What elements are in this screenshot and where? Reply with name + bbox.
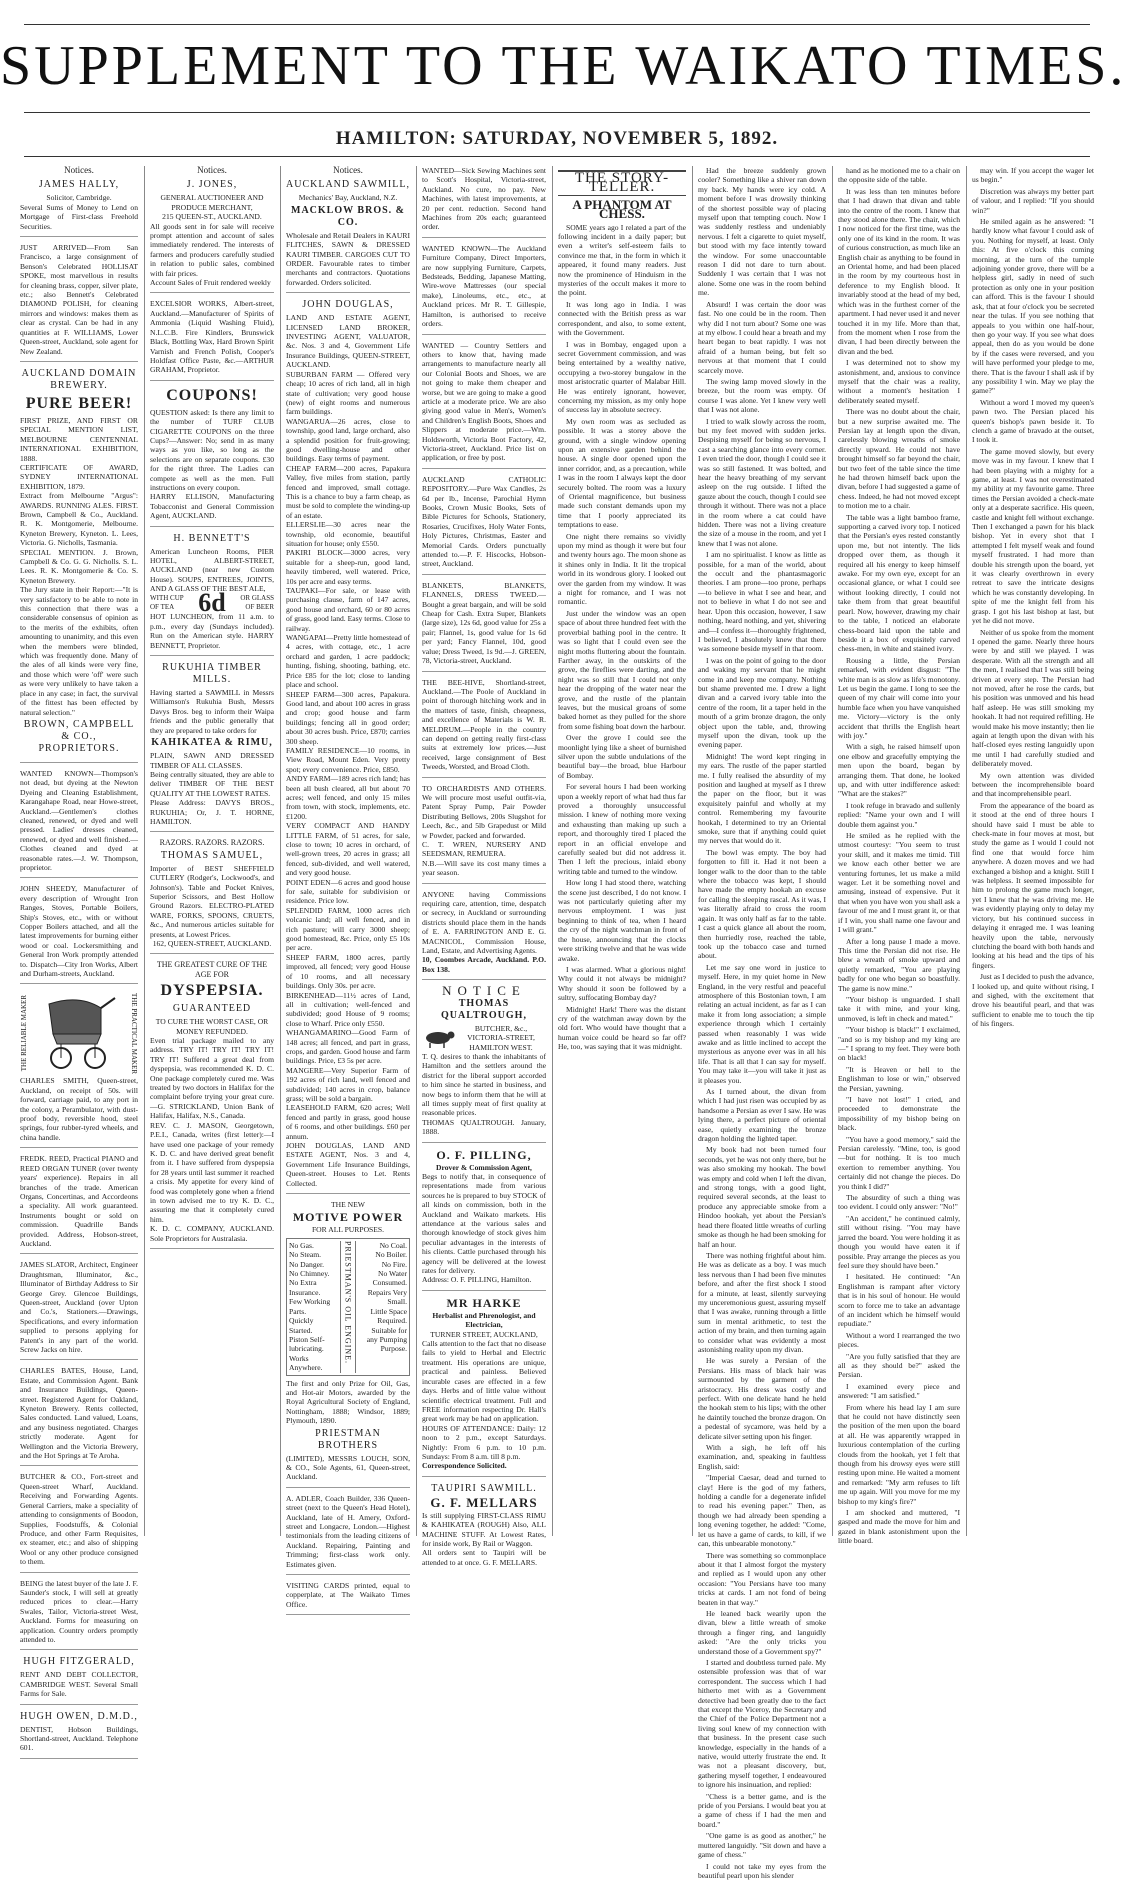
ad-text: Several Sums of Money to Lend on Mortgage of First-class Freehold Securities. xyxy=(20,203,138,231)
story-paragraph: I tried to walk slowly across the room, but my feet moved with sudden jerks. Despising myself for being so nervous, I cast a searching glance into every corner. I even tried the door, though I could see it was so still fastened. It was bolted, and hear the heavy breathing of my servant asleep on the rug outside. I lifted the gauze about the couch, though I could see through it without. There was not a place in the room where a cat could have hidden. There was not a living creature the size of a mouse in the room, and yet I knew that I was not alone. xyxy=(698,417,826,549)
story-paragraph: I was determined not to show my astonishment, and, anxious to convince myself that the chair was a reality, without a moment's hesitation I deliberately seated myself. xyxy=(838,358,960,405)
top-rule xyxy=(24,24,1090,25)
ad-addr: 10, Coombes Arcade, Auckland. P.O. Box 138. xyxy=(422,955,546,974)
motive-box xyxy=(286,1238,410,1376)
column-7 xyxy=(838,166,960,1536)
story-paragraph: With a sigh, he raised himself upon one elbow and gracefully emptying the men upon the board, began by arranging them. That done, he looked up, and with utter indifference asked: "What are the stakes?" xyxy=(838,742,960,798)
ad-hours: HOURS OF ATTENDANCE: Daily: 12 noon to 2 p.m., except Saturdays. Nightly: From 6 p.m. to 10 p.m. Sundays: From 8 a.m. till 8 p.m. xyxy=(422,1424,546,1462)
ad-sub: GENERAL AUCTIONEER AND PRODUCE MERCHANT, xyxy=(150,193,274,212)
story-paragraph: Neither of us spoke from the moment I opened the game. Nearly three hours were by and still we played. I was desperate. With all the strength and all the men, I realised that I was still being driven at every step. The Persian had not moved, after he rose the cards, but his position was unmoved and his head half asleep. He was still smoking my hookah. It had not required refilling. He would make his move instantly; then lie again at length upon the divan with his half-closed eyes resting languidly upon me until I had carefully studied and deliberately moved. xyxy=(972,628,1094,769)
property-listing: LEASEHOLD FARM, 620 acres; Well fenced and partly in grass, good house of 6 rooms, and other buildings. £60 per annum. xyxy=(286,1103,410,1141)
ad-head: THE NEW xyxy=(286,1200,410,1209)
story-paragraph: There was something so commonplace about it that I almost forgot the mystery and replied as I would upon any other occasion: "You Persians have too many tricks at cards. I am not fond of being beaten in that way." xyxy=(698,1551,826,1607)
feature-item: No Water Consumed. xyxy=(361,1269,407,1288)
ad-sub: Drover & Commission Agent, xyxy=(422,1163,546,1172)
dateline: HAMILTON: SATURDAY, NOVEMBER 5, 1892. xyxy=(0,128,1114,150)
property-listing: WANGAPAI—Pretty little homestead of 4 acres, with cottage, etc., 1 acre orchard and garden, 1 acre paddock; hunting, fishing, shooting, bathing, etc. Price £85 for the lot; close to landing place and school. xyxy=(286,633,410,689)
ad-text: A. ADLER, Coach Builder, 336 Queen-street (next to the Queen's Head Hotel), Auckland, late of H. Amery, Oxford-street and Longacre, London.—Highest testimonials from the leading citizens of Auckland. Repairing, Painting and Trimming; first-class work only. Estimates given. xyxy=(286,1494,410,1569)
ad-text: American Luncheon Rooms, PIER HOTEL, ALBERT-STREET, AUCKLAND (near new Custom House). SOUPS, ENTREES, JOINTS, AND A GLASS OF THE BEST ALE, xyxy=(150,547,274,594)
property-listing: SPLENDID FARM, 1000 acres rich volcanic land; all well fenced, and in rich pasture; will carry 3000 sheep; good homestead, &c. Price, only £5 10s per acre. xyxy=(286,906,410,953)
ad-text: PLAIN, SAWN AND DRESSED TIMBER OF ALL CLASSES. xyxy=(150,751,274,770)
property-listing: SUBURBAN FARM — Offered very cheap; 10 acres of rich land, all in high state of cultivation; very good house (new) of eight rooms and numerous farm buildings. xyxy=(286,370,410,417)
ad-head: THE GREATEST CURE OF THE AGE FOR xyxy=(150,960,274,979)
ad-text: Begs to notify that, in consequence of representations made from various sources he is prepared to buy STOCK of all kinds on commission, both in the Auckland and Waikato markets. His attendance at the various sales and thorough knowledge of stock gives him peculiar advantages in the interests of his clients. Cattle purchased through his agency will be delivered at the lowest rates for delivery. xyxy=(422,1172,546,1275)
ad-sig: All orders sent to Taupiri will be attended to at once. G. F. MELLARS. xyxy=(422,1548,546,1567)
ad-sub: BUTCHER, &c., VICTORIA-STREET, HAMILTON WEST. xyxy=(456,1024,546,1052)
story-paragraph: After a long pause I made a move. This time the Persian did not rise. He blew a wreath of smoke upward and quietly remarked, "You are playing badly for one who began so boastfully. The game is now mine." xyxy=(838,937,960,993)
feature-item: No Gas. xyxy=(289,1241,335,1250)
perambulator-icon xyxy=(39,994,119,1072)
feature-item: Quickly Started. xyxy=(289,1316,335,1335)
story-paragraph: For several hours I had been working upon a weekly report of what had thus far proved a thoroughly unsuccessful mission. I knew of nothing more vexing and exhausting than making up such a report, and thoroughly tired I placed the report in an official envelope and carefully sealed but did not address it. Then I left the precious, inlaid ebony writing table and turned to the window. xyxy=(558,782,686,876)
story-paragraph: I am no spiritualist. I know as little as possible, for a man of the world, about the occult and the phantasmagoric theories. I am prone—too prone, perhaps—to believe in what I see and hear, and not to believe in what I do not see and hear. Upon this occasion, however, I saw nothing, heard nothing, and yet, shivering and—I confess it—thoroughly frightened, I believed, I absolutely knew that there was someone beside myself in that room. xyxy=(698,550,826,653)
ad-text: AUCKLAND CATHOLIC REPOSITORY.—Pure Wax Candles, 2s 6d per lb., Incense, Parochial Hymn Books, Crown Music Books, Sets of Bible Pictures for Schools, Stationery, Rosaries, Crucifixes, Holy Water Fonts, Holy Pictures, Christmas, Easter and Memorial Cards. Orders punctually attended to.—P. F. Hiscocks, Hobson-street, Auckland. xyxy=(422,475,546,569)
ad-text: Having started a SAWMILL in Messrs Williamson's Rukuhia Bush, Messrs Davys Bros. beg to inform their Waipa friends and the public generally that they are prepared to take orders for xyxy=(150,688,274,735)
ad-taupiri xyxy=(422,1483,546,1572)
price-right: OR GLASS OF BEER xyxy=(238,594,274,613)
ad-text: EXCELSIOR WORKS, Albert-street, Auckland.—Manufacturer of Spirits of Ammonia (Liquid Washing Fluid), N.L.C.B. Fire Kindlers, Brunswick Black, Bottling Wax, Hard Brown Spirit Varnish and French Polish, Cooper's Holdfast Office Paste, &c.—ARTHUR GRAHAM, Proprietor. xyxy=(150,299,274,374)
story-paragraph: It was less than ten minutes before that I had drawn that divan and table into the centre of the room. I knew that they stood alone there. The chair, which I now noticed for the first time, was the only one of its kind in the room. It was of curious construction, as much like an English chair as anything to be found in an Oriental home, and had been placed in the room by my courteous host in deference to my English blood. It invariably stood at the head of my bed, which was in the furthest corner of the apartment. I had never used it and never touched it in my life. More than that, from the moment when I rose from the divan, I had been directly between the divan and the bed. xyxy=(838,187,960,356)
price-left: WITH CUP OF TEA xyxy=(150,594,186,613)
ad-title: PURE BEER! xyxy=(20,395,138,413)
ad-sig: Address: O. F. PILLING, Hamilton. xyxy=(422,1275,546,1284)
story-paragraph: Midnight! The word kept ringing in my ears. The rustle of the paper startled me. I fully realised the absurdity of my position and laughed at myself as I threw the paper on the floor, but it was exquisitely painful and wholly at my control. Remembering my favourite hookah, I determined to try an Oriental smoke, sure that if anything could quiet my nerves that would do it. xyxy=(698,752,826,846)
ad-text: HOT LUNCHEON, from 11 a.m. to p.m., every day (Sundays included). Run on the American style. HARRY BENNETT, Proprietor. xyxy=(150,612,274,650)
ad-harke xyxy=(422,1297,546,1477)
story-paragraph: The game moved slowly, but every move was in my favour. I knew that I had been playing with a mighty for a game, at least. I was not overestimated my ability at my favourite game. Three times the Persian avoided a check-mate only at a desperate sacrifice. His queen, castle and knight fell without exchange. Then I exchanged a pawn for his black bishop. Yet in every shot that I attempted I felt myself weak and found myself frustrated. I had more than double his strength upon the board, yet it was clearly overthrown in every retreat to save the intricate designs which he was constantly developing. In spite of me the knight fell from his grasp. I got his last bishop at last, but yet he did not move. xyxy=(972,447,1094,626)
story-paragraph: I examined every piece and answered: "I am satisfied." xyxy=(838,1382,960,1401)
property-listing: CHEAP FARM—200 acres, Papakura Valley, five miles from station, partly fenced and improved, small cottage. This is a chance to buy a farm cheap, as must be sold to complete the winding-up of an estate. xyxy=(286,464,410,520)
story-paragraph: It was long ago in India. I was connected with the British press as war correspondent, and also, to some extent, with the Government. xyxy=(558,300,686,338)
property-listing: ELLERSLIE—30 acres near the township, old economie, beautiful situation for house; only £550. xyxy=(286,520,410,548)
story-text xyxy=(698,166,826,1880)
column-rule xyxy=(144,166,145,1536)
story-paragraph: hand as he motioned me to a chair on the opposite side of the table. xyxy=(838,166,960,185)
ad-sig: K. D. C. COMPANY, AUCKLAND. Sole Proprietors for Australasia. xyxy=(150,1224,274,1243)
ad-text: Being centrally situated, they are able to deliver TIMBER OF THE BEST QUALITY AT THE LOWEST RATES. xyxy=(150,770,274,798)
mast-rule xyxy=(24,112,1090,113)
story-paragraph: He smiled as he replied with the utmost courtesy: "You seem to trust your skill, and it makes me timid. Till we know each other better we are venturing fortunes, let us make a mild wager. Let it be something novel and amusing, instead of expensive. Put it that when you have won you shall ask a favour of me and I must grant it, or that if I win, you shall name one favour and I will grant." xyxy=(838,831,960,934)
price: 6d xyxy=(198,598,225,607)
feature-item: No Extra Insurance. xyxy=(289,1278,335,1297)
story-paragraph: Just as I decided to push the advance, I looked up, and quite without rising, I and sighed, with the excitement that drove his beautiful pearl, and that was sufficient to enable me to touch the tip of his fingers. xyxy=(972,972,1094,1028)
ad-coupons xyxy=(150,387,274,527)
story-text xyxy=(558,223,686,1052)
ad-name: TAUPIRI SAWMILL. xyxy=(422,1483,546,1495)
ad-brewery xyxy=(20,368,138,763)
ad-swales xyxy=(20,1579,138,1651)
story-paragraph: "It is Heaven or hell to the Englishman to lose or win," observed the Persian, yawning. xyxy=(838,1065,960,1093)
ad-blankets xyxy=(422,581,546,672)
column-rule xyxy=(692,166,693,1536)
ad-text: All goods sent in for sale will receive prompt attention and account of sales immediately rendered. The interests of farmers and producers carefully studied in relation to public sales, combined with fair prices. xyxy=(150,222,274,278)
ad-name: MR HARKE xyxy=(422,1297,546,1309)
story-paragraph: I started and doubtless turned pale. My ostensible profession was that of war correspondent. The success which I had hitherto met with as a Government detective had been greatly due to the fact that except the Viceroy, the Secretary and the Chief of the Police Department not a living soul knew of my connection with that business. In the present case such knowledge, especially in the hands of a native, would utterly frustrate the end. It was not a pleasant discovery, but, gathering myself together, I endeavoured to ignore his insinuation, and replied: xyxy=(698,1658,826,1790)
feature-item: No Coal. xyxy=(361,1241,407,1250)
ad-text: Is still supplying FIRST-CLASS RIMU & KAHIKATEA (ROUGH) Also, ALL MACHINE STUFF. At Lowest Rates, for inside work, By Rail or Waggon. xyxy=(422,1511,546,1549)
masthead-title: SUPPLEMENT TO THE WAIKATO TIMES. xyxy=(0,34,1114,98)
column-2 xyxy=(150,166,274,1536)
story-paragraph: Rousing a little, the Persian remarked, with evident disgust: "The white man is as slow as life's monotony. Let us begin the game. I long to see the queen of my chair will come into your humble face when you have vanquished me. Victory—victory is the only accident that thrills the English heart with joy." xyxy=(838,656,960,741)
ad-qualtrough xyxy=(422,986,546,1142)
story-paragraph: "You have a good memory," said the Persian carelessly. "Mine, too, is good—but for nothing. It is too much exertion to remember anything. You certainly did not change the pieces. Do you think I did?" xyxy=(838,1135,960,1191)
property-listing: TAUPAKI—For sale, or lease with purchasing clause, farm of 147 acres, good house and orchard, 60 or 80 acres of grass, good land. Easy terms. Close to railway. xyxy=(286,586,410,633)
ad-sig: THOMAS QUALTROUGH. January, 1888. xyxy=(422,1118,546,1137)
ad-text: WANTED KNOWN—The Auckland Furniture Company, Direct Importers, are now supplying Furniture, Carpets, Bedsteads, Bedding, Japanese Matting, Wire-wove Mattresses (our special make), Linoleums, etc., etc., at Auckland prices. Mr R. T. Gillespie, Hamilton, is authorised to receive orders. xyxy=(422,244,546,329)
ad-name: PRIESTMAN BROTHERS xyxy=(286,1428,410,1452)
ad-text: JUST ARRIVED—From San Francisco, a large consignment of Benson's Celebrated HOLLISAT SPOKE, most marvellous in results for cleaning brass, copper, silver plate, etc.; also Bennett's Celebrated DIAMOND POLISH, for cleaning mirrors and windows: makes them as clear as crystal. Can be had in any quantities at F. WILLIAMS, Lower Queen-street, Auckland, sole agent for New Zealand. xyxy=(20,243,138,356)
column-rule xyxy=(832,166,833,1536)
ad-kdc xyxy=(150,960,274,1249)
column-head: Notices. xyxy=(286,166,410,175)
ad-text: FREDK. REED, Practical PIANO and REED ORGAN TUNER (over twenty years' experience). Repairs in all branches of the trade. American Organs, Concertinas, and Accordeons a speciality. All work guaranteed. Instruments bought or sold on commission. Quadrille Bands provided. Address, Hobson-street, Auckland. xyxy=(20,1154,138,1248)
engine-label: PRIESTMAN'S OIL ENGINE. xyxy=(340,1241,355,1373)
ad-name: HUGH OWEN, D.M.D., xyxy=(20,1711,138,1723)
ad-sig: C. T. WREN, NURSERY AND SEEDSMAN, REMUERA. xyxy=(422,840,546,859)
ad-sawmill xyxy=(286,179,410,293)
story-paragraph: Discretion was always my better part of valour, and I replied: "If you should win?" xyxy=(972,187,1094,215)
story-paragraph: "Your bishop is unguarded. I shall take it with mine, and your king, unmoved, is left in check and mated." xyxy=(838,995,960,1023)
ad-name: THOMAS SAMUEL, xyxy=(150,850,274,862)
bullock-icon xyxy=(422,1027,456,1049)
ad-sub: Herbalist and Phrenologist, and Electrician, xyxy=(422,1311,546,1330)
feature-item: No Steam. xyxy=(289,1250,335,1259)
story-text xyxy=(972,166,1094,1029)
story-paragraph: I hesitated. He continued: "An Englishman is rampant after victory that is in his soul of honour. He would scorn to force me to take an advantage of an incident which he himself would repudiate." xyxy=(838,1272,960,1328)
feature-list-left xyxy=(289,1241,335,1373)
ad-bates xyxy=(20,1366,138,1466)
story-paragraph: Absurd! I was certain the door was fast. No one could be in the room. Then why did I not turn about? Some one was at my elbow. I could hear a breath and my heart began to beat rapidly. I was not afraid of a human being, but felt so nervous at that moment that I could scarcely move. xyxy=(698,300,826,375)
ad-sub: Mechanics' Bay, Auckland, N.Z. xyxy=(286,193,410,202)
ad-text: (LIMITED), MESSRS LOUCH, SON, & CO., Sole Agents, 61, Queen-street, Auckland. xyxy=(286,1454,410,1482)
column-head: Notices. xyxy=(20,166,138,175)
property-listing: SHEEP FARM—300 acres, Papakura. Good land, and about 100 acres in grass and crop; good house and farm buildings; fencing all in good order; about 30 acres bush. Price, £870; carries 300 sheep. xyxy=(286,690,410,746)
ad-sheedy xyxy=(20,884,138,984)
ad-name: JAMES HALLY, xyxy=(20,179,138,191)
story-paragraph: As I turned about, the divan from which I had just risen was occupied by as handsome a Persian as ever I saw. He was lying there, a perfect picture of oriental ease, quietly examining the bronze dragon holding the lighted taper. xyxy=(698,1087,826,1143)
column-6 xyxy=(698,166,826,1536)
story-paragraph: The absurdity of such a thing was too evident. I could only answer: "No!" xyxy=(838,1193,960,1212)
ad-name: HUGH FITZGERALD, xyxy=(20,1656,138,1668)
property-listing: SHEEP FARM, 1800 acres, partly improved, all fenced; very good House of 10 rooms, and all necessary buildings. Only 30s. per acre. xyxy=(286,953,410,991)
ad-hally xyxy=(20,179,138,237)
ad-boots xyxy=(422,341,546,469)
ad-text: BLANKETS, BLANKETS, FLANNELS, DRESS TWEED.—Bought a great bargain, and will be sold Cheap for Cash. Extra Super, Blankets (large size), 12s 6d, good value for 25s a pair; Flannel, 1s, good value for 1s 6d per yard; Fancy Flannel, 10d, good value; Dress Tweed, 1s 9d.—J. GREEN, 78, Victoria-street, Auckland. xyxy=(422,581,546,666)
story-paragraph: There was no doubt about the chair, but a new surprise awaited me. The Persian lay at length upon the divan, carelessly blowing wreaths of smoke directly upward. He could not have brought himself so far beyond the chair, but two feet of the table since the time he had thrown himself back upon the divan, before I had suggested a game of chess. Indeed, he had not moved except to motion me to a chair. xyxy=(838,407,960,510)
dateline-rule xyxy=(24,156,1090,157)
property-listing: WANGARUA—26 acres, close to township, good land, large orchard, also a splendid position for fruit-growing; good dwelling-house and other buildings. Easy terms of payment. xyxy=(286,417,410,464)
story-paragraph: may win. If you accept the wager let us begin." xyxy=(972,166,1094,185)
column-4 xyxy=(422,166,546,1536)
ad-text: QUESTION asked: Is there any limit to the number of TURF CLUB CIGARETTE COUPONS on the three Cups?—Answer: No; send in as many ways as you like, so long as the selections are on separate coupons. £30 for the right three. The Ladies can compete as well as the men. Full instructions on every coupon. xyxy=(150,408,274,493)
property-listing: POINT EDEN—6 acres and good house for sale, suitable for subdivision or residence. Price low. xyxy=(286,878,410,906)
ad-pram xyxy=(20,990,138,1148)
story-paragraph: Without a word I rearranged the two pieces. xyxy=(838,1331,960,1350)
ad-addr: TURNER STREET, AUCKLAND, xyxy=(422,1330,546,1339)
property-listing: VERY COMPACT AND HANDY LITTLE FARM, of 51 acres, for sale, close to town; 10 acres in orchard, of well-grown trees, 20 acres in grass; all fenced, sub-divided, and well watered, and very good house. xyxy=(286,821,410,877)
story-paragraph: My own attention was divided between the incomprehensible board and that incomprehensible pearl. xyxy=(972,771,1094,799)
property-listing: WHANGAMARINO—Good Farm of 148 acres; all fenced, and part in grass, crops, and garden. Good house and farm buildings. Price, £3 5s per acre. xyxy=(286,1028,410,1066)
column-3 xyxy=(286,166,410,1536)
ad-priestman xyxy=(286,1200,410,1488)
ad-guar: GUARANTEED xyxy=(150,1003,274,1015)
ad-farrington xyxy=(422,890,546,981)
ad-text: REV. C. J. MASON, Georgetown, P.E.I., Canada, writes (first letter):—I have used one package of your remedy K. D. C. and have derived great benefit from it. I have suffered from dyspepsia for 28 years until last summer it reached a crisis. My appetite for every kind of food was completely gone when a friend in town advised me to try K. D. C., assuring me that it completely cured him. xyxy=(150,1121,274,1224)
ad-title: MOTIVE POWER xyxy=(286,1211,410,1223)
feature-item: Repairs Very Small. xyxy=(361,1288,407,1307)
ad-name: O. F. PILLING, xyxy=(422,1149,546,1161)
column-1 xyxy=(20,166,138,1536)
ad-beehive xyxy=(422,678,546,778)
ad-text: WANTED — Country Settlers and others to know that, having made arrangements to manufacture nearly all our Colonial Boots and Shoes, we are not going to make them cheaper and worse, but we are going to make a good article at a moderate price. We are also giving good value in Men's, Women's and Children's English Boots, Shoes and Slippers at moderate price.—Wm. Holdsworth, Victoria Boot Factory, 42, Victoria-street, Auckland. Price list on application, or free by post. xyxy=(422,341,546,463)
feature-item: No Boiler. xyxy=(361,1250,407,1259)
ad-owen xyxy=(20,1711,138,1759)
ad-name: H. BENNETT'S xyxy=(150,533,274,545)
ad-text: BUTCHER & CO., Fort-street and Queen-street Wharf, Auckland. Receiving and Forwarding Agents. General Carriers, make a speciality of attending to consignments of Boodon, Supplies, Foodstuffs, & Colonial Produce, and other Farm Requisites, ex steamer, etc.; and also of shipping Wool or any other produce consigned to them. xyxy=(20,1472,138,1566)
ad-razors: RAZORS. RAZORS. RAZORS. xyxy=(150,838,274,847)
ad-text: FIRST PRIZE, AND FIRST OR SPECIAL MENTION LIST, MELBOURNE CENTENNIAL INTERNATIONAL EXHIBITION, 1888. xyxy=(20,416,138,463)
ad-note: N.B.—Will save its cost many times a year season. xyxy=(422,859,546,878)
feature-item: No Fire. xyxy=(361,1260,407,1269)
property-list xyxy=(286,370,410,1141)
ad-sewing xyxy=(422,166,546,238)
story-paragraph: I could not take my eyes from the beautiful pearl upon his slender xyxy=(698,1862,826,1880)
story-paragraph: The table was a light bamboo frame, supporting a carved ivory top. I noticed that the Persian's eyes rested constantly upon me, but not intently. The lids dropped over them, as though it required all his energy to keep himself awake. For my own eye, except for an occasional glance, or what I could see without looking directly, I could not take them from that great beautiful pearl. Now, however, drawing my chair to the table, I noticed an elaborate chess-board laid upon the table and beside it a box of exquisitely carved chess-men, in white and stained ivory. xyxy=(838,513,960,654)
story-paragraph: From where his head lay I am sure that he could not have distinctly seen the position of the men upon the board at all. He was apparently wrapped in luxurious contemplation of the curling clouds from the hookah, yet I felt that though from his drowsy eyes were still resting upon mine. He waited a moment and remarked: "My arm refuses to lift me up again. Will you move for me my bishop to my king's fire?" xyxy=(838,1403,960,1506)
feature-item: No Danger. xyxy=(289,1260,335,1269)
ad-addr: 162, QUEEN-STREET, AUCKLAND. xyxy=(150,939,274,948)
property-listing: PAKIRI BLOCK—3000 acres, very suitable for a sheep-run, good land, heavily timbered, well watered. Price, 10s per acre and easy terms. xyxy=(286,548,410,586)
story-paragraph: How long I had stood there, watching the scene just described, I do not know. I was not particularly quieting after my nervous employment. I was just beginning to think of tea, when I heard the cry of the night watchman in front of the house, announcing that the clocks were striking twelve and that he was wide awake. xyxy=(558,878,686,963)
ad-text: CHARLES BATES, House, Land, Estate, and Commission Agent. Bank and Insurance Buildings, Queen-street. Registered Agent for Oakland, Kyneton Brewery. Rents collected, Sales conducted. Land valued, Loans, and any business negotiated. Charges strictly moderate. Agent for Wellington and the Victoria Brewery, and the Hot Springs at Te Aroha. xyxy=(20,1366,138,1460)
feature-item: Works Anywhere. xyxy=(289,1354,335,1373)
ad-douglas xyxy=(286,299,410,1194)
ad-text: Extract from Melbourne "Argus": AWARDS. RUNNING ALES. FIRST. Brown, Campbell & Co., Auckland. R. K. Montgomerie, Melbourne. Kyneton Brewery, Kyneton. L. Lees, Victoria. G. Nicholls, Tasmania. xyxy=(20,491,138,547)
ad-rukuhia xyxy=(150,662,274,832)
column-rule xyxy=(966,166,967,1536)
ad-slator xyxy=(20,1260,138,1360)
ad-excelsior xyxy=(150,299,274,380)
ad-addr: 215 QUEEN-ST., AUCKLAND. xyxy=(150,212,274,221)
column-rule xyxy=(280,166,281,1536)
story-paragraph: Midnight! Hark! There was the distant cry of the watchman away down by the old fort. Who would have thought that a human voice could be heard so far off? He, too, was saying that it was midnight. xyxy=(558,1005,686,1052)
story-paragraph: "One game is as good as another," he muttered languidly. "Sit down and have a game of chess." xyxy=(698,1831,826,1859)
ad-cards xyxy=(286,1581,410,1615)
property-listing: FAMILY RESIDENCE—10 rooms, in View Road, Mount Eden. Very pretty spot; every convenience. Price, £850. xyxy=(286,746,410,774)
ad-sub: TO CURE THE WORST CASE, OR MONEY REFUNDED. xyxy=(150,1017,274,1036)
ad-text: T. Q. desires to thank the inhabitants of Hamilton and the settlers around the district for the liberal support accorded to him since he started in business, and now begs to inform them that he will at all times supply meat of first quality at reasonable prices. xyxy=(422,1052,546,1118)
story-paragraph: I was alarmed. What a glorious night! Why could it not always be midnight? Why should it soon be followed by a sultry, suffocating Bombay day? xyxy=(558,965,686,1003)
feature-item: Little Space Required. xyxy=(361,1307,407,1326)
ad-text: JOHN SHEEDY, Manufacturer of every description of Wrought Iron Ranges, Stoves, Portable Boilers, Ship's Stoves, etc., with or without Copper Boilers attached, and all the latest improvements for burning either wood or coal. Lockersmithing and General Iron Work promptly attended to. Dispatch—City Iron Works, Albert and Durham-streets, Auckland. xyxy=(20,884,138,978)
ad-text: Importer of BEST SHEFFIELD CUTLERY (Rodger's, Lockwood's, and Johnson's). Table and Pocket Knives, Superior Scissors, and Best Hollow Ground Razors. ELECTRO-PLATED WARE, FORKS, SPOONS, CRUETS, &c., And numerous articles suitable for presents, at Lowest Prices. xyxy=(150,864,274,939)
property-listing: ANDY FARM—189 acres rich land; has been all bush cleared, all but about 70 acres; well fenced, and only 15 miles from town, with stock, implements, etc. £1200. xyxy=(286,774,410,821)
ad-polish xyxy=(20,243,138,362)
ad-text: LAND AND ESTATE AGENT, LICENSED LAND BROKER, INVESTING AGENT, VALUATOR, &c. Nos. 3 and 4, Government Life Insurance Buildings, QUEEN-STREET, AUCKLAND. xyxy=(286,313,410,369)
ad-text: Calls attention to the fact that no disease fails to yield to Herbal and Electric treatment. His operations are unique, practical and painless. Believed incurable cases are effected in a few days. Herbs and of little value without scientific electrical treatment. Full and FREE information respecting Dr. Hall's great work may be had on application. xyxy=(422,1339,546,1424)
story-paragraph: "An accident," he continued calmly, still without rising. "You may have jarred the board. You were holding it as though you would have eaten it if possible. Pray arrange the pieces as you feel sure they should have been." xyxy=(838,1214,960,1270)
ad-text: Even trial package mailed to any address. TRY IT! TRY IT! TRY IT! TRY IT! Suffered a great deal from dyspepsia, was recommended K. D. C. One package completely cured me. Was treated by two doctors in Halifax for the complaint before trying your great cure.—G. STRICKLAND, Union Bank of Halifax, Halifax, N.S., Canada. xyxy=(150,1036,274,1121)
ad-pilling xyxy=(422,1149,546,1291)
ad-bennett xyxy=(150,533,274,656)
ad-reed xyxy=(20,1154,138,1254)
story-paragraph: He smiled again as he answered: "I hardly know what favour I could ask of you. Nothing for myself, at least. Only this: At five o'clock this coming morning, at the turn of the tumple adjoining yonder grove, there will be a helpless girl, sadly in need of such protection as only one in your position can afford. This is the favour I should ask, that at four o'clock you be secreted near the tulas. If you see nothing that appeals to you within one half-hour, then go your way. If you see what does appeal, then do as you would be done by if the cases were reversed, and you will have performed your pledge to me, there. That is the favour I shall ask if by any possibility I win. May we play the game?" xyxy=(972,217,1094,396)
ad-name: AUCKLAND SAWMILL, xyxy=(286,179,410,191)
story-paragraph: "Imperial Caesar, dead and turned to clay! Here is the god of my fathers, holding a candle for a degenerate infidel to read his evening paper." Then, as though we had already been spending a long evening together, he added: "Come, let us have a game of cards, to kill, if we can, this unbearable monotony." xyxy=(698,1473,826,1548)
story-paragraph: SOME years ago I related a part of the following incident in a daily paper; but even a writer's self-esteem fails to convince me that, in the form in which it appeared, it found many readers. Just now the prominence of Hinduism in the mysteries of the occult makes it more to the point. xyxy=(558,223,686,298)
column-8 xyxy=(972,166,1094,1536)
ad-text: Wholesale and Retail Dealers in KAURI FLITCHES, SAWN & DRESSED KAURI TIMBER. CARGOES CUT TO ORDER. Favourable rates to timber merchants and contractors. Quotations forwarded. Orders solicited. xyxy=(286,231,410,287)
ad-catholic xyxy=(422,475,546,575)
ad-title: DYSPEPSIA. xyxy=(150,982,274,1000)
ad-sig: Please Address: DAVYS BROS., RUKUHIA; Or, J. T. HORNE, HAMILTON. xyxy=(150,798,274,826)
story-paragraph: From the appearance of the board as it stood at the end of three hours I should have said I must be able to check-mate in four moves at most, but study the game as I would I could not find one that would force him anywhere. A dozen moves and we had exchanged a bishop and a knight. Still I was helpless. It seemed impossible for him to prolong the game much longer, yet I knew that he was driving me. He was evidently playing only to delay my victory, but his continued success in delaying it enraged me. I was leaning heavily upon the table, nervously clutching the board with both hands and looking at his head and the tips of his fingers. xyxy=(972,801,1094,970)
ad-text: THE BEE-HIVE, Shortland-street, Auckland.—The Poole of Auckland in point of thorough hitching work and in the matters of taste, finish, cheapness, and excellence of Materials is W. R. MELDRUM.—People in the country can depend on getting really first-class suits at extremely low prices.—Just received, large consignment of Best Tweeds, Worsted, and Broad Cloth. xyxy=(422,678,546,772)
side-label-left: THE RELIABLE MAKER xyxy=(20,995,29,1071)
story-paragraph: Without a word I moved my queen's pawn two. The Persian placed his queen's bishop's pawn beside it. To clench a game of bravado at the outset, I took it. xyxy=(972,398,1094,445)
property-listing: MANGERE—Very Superior Farm of 192 acres of rich land, well fenced and subdivided; 140 acres in crop, balance grass; will be sold a bargain. xyxy=(286,1066,410,1104)
story-paragraph: He was surely a Persian of the Persians. His mass of black hair was surmounted by the garment of the aristocracy. His dress was costly and perfect. With one delicate hand he held the hookah stem to his lips; with the other he daintily touched the bronze dragon. On a pedestal of sycamore, was held by a delicate silver setting upon his finger. xyxy=(698,1356,826,1441)
column-5 xyxy=(558,166,686,1536)
ad-note: Account Sales of Fruit rendered weekly xyxy=(150,278,274,287)
ad-text: VISITING CARDS printed, equal to copperplate, at The Waikato Times Office. xyxy=(286,1581,410,1609)
ad-name: J. JONES, xyxy=(150,179,274,191)
section-title: THE STORY-TELLER. xyxy=(558,170,686,196)
story-text xyxy=(838,166,960,1546)
ad-sig: HARRY ELLISON, Manufacturing Tobacconist and General Commission Agent, AUCKLAND. xyxy=(150,492,274,520)
ad-name: AUCKLAND DOMAIN BREWERY. xyxy=(20,368,138,392)
column-rule xyxy=(416,166,417,1536)
ad-furniture xyxy=(422,244,546,335)
ad-text: CERTIFICATE OF AWARD, SYDNEY INTERNATIONAL EXHIBITION, 1879. xyxy=(20,463,138,491)
story-paragraph: The bowl was empty. The boy had forgotten to fill it. Had it not been a longer walk to the door than to the table where the tobacco was kept, I should have made the empty hookah an excuse for calling the sleeping rascal. As it was, I was literally afraid to cross the room again. It was only half as far to the table. I cast a quick glance all about the room, then hurriedly rose, reached the table, took up the tobacco case and turned about. xyxy=(698,848,826,961)
feature-list-right xyxy=(361,1241,407,1373)
story-paragraph: "Chess is a better game, and is the pride of you Persians. I would beat you at a game of chess if I had the men and board." xyxy=(698,1792,826,1830)
ad-fitzgerald xyxy=(20,1656,138,1704)
story-title: A PHANTOM AT CHESS. xyxy=(558,200,686,219)
columns xyxy=(20,166,1094,1536)
ad-text: DENTIST, Hobson Buildings, Shortland-street, Auckland. Telephone 601. xyxy=(20,1725,138,1753)
story-paragraph: Over the grove I could see the moonlight lying like a sheet of burnished silver upon the subtle undulations of the beautiful bay—the broad, blue Harbour of Bombay. xyxy=(558,733,686,780)
ad-big: MACKLOW BROS. & CO. xyxy=(286,205,410,229)
story-paragraph: My book had not been turned four seconds, yet he was not only there, but he was also smoking my hookah. The bowl was empty and cold when I left the divan, and strong tongs, with a good light, required several seconds, at the least to produce any appreciable smoke from a Hindoo hookah, yet about the Persian's head there floated little wreaths of curling smoke as though he had been smoking for half an hour. xyxy=(698,1145,826,1248)
feature-item: No Chimney. xyxy=(289,1269,335,1278)
ad-dyeing xyxy=(20,769,138,878)
ad-title: NOTICE xyxy=(422,986,546,995)
feature-item: Piston Self-lubricating. xyxy=(289,1335,335,1354)
feature-item: Suitable for any Pumping Purpose. xyxy=(361,1326,407,1354)
story-paragraph: He leaned back wearily upon the divan, blew a little wreath of smoke through a finger ring, and languidly asked: "Are the only tricks you understand those of a Government spy?" xyxy=(698,1609,826,1656)
ad-sub: FOR ALL PURPOSES. xyxy=(286,1225,410,1234)
story-paragraph: Let me say one word in justice to myself. Here, in my quiet home in New England, in the very restful and peaceful atmosphere of this Bostonian town, I am relating an actual incident, as far as I can make it from long association; a simple experience through which I certainly passed when reasonably I was wide awake and as little inclined to accept the mysterious as anyone ever was in all his life. That is all that I can say for myself. You may take it—you will take it just as it pleases you. xyxy=(698,963,826,1085)
ad-text: CHARLES SMITH, Queen-street, Auckland, on receipt of 50s. will forward, carriage paid, to any port in the colony, a Perambulator, with dust-proof body, reversible hood, steel springs, four rubber-tyred wheels, and china handle. xyxy=(20,1076,138,1142)
ad-name: THOMAS QUALTROUGH, xyxy=(422,998,546,1022)
ad-text: TO ORCHARDISTS AND OTHERS. We will procure most useful outfit-via, Patent Spray Pump, Pair Powder Distributing Bellows, 200s Slugshot for Leech, &c., and 5lb Grapedust or Mild w Powder, packed and forwarded. xyxy=(422,784,546,840)
column-rule xyxy=(552,166,553,1536)
story-paragraph: "Your bishop is black!" I exclaimed, "and so is my bishop and my king are—" I sprang to my feet. They were both on black! xyxy=(838,1025,960,1063)
ad-text: WANTED—Sick Sewing Machines sent to Scott's Hospital, Victoria-street, Auckland. No cure, no pay. New Machines, with latest improvements, at 20 per cent. reduction. Second hand Machines from 20s each; guaranteed order. xyxy=(422,166,546,232)
story-paragraph: There was nothing frightful about him. He was as delicate as a boy. I was much less nervous than I had been five minutes before, and after the first shock I stood for a minute, at least, silently surveying my unceremonious guest, assuring myself that I was awake, running through a little sum in mental arithmetic, to test the action of my brain, and then turning again to consider what was evidently a most astonishing reality upon my divan. xyxy=(698,1251,826,1354)
story-paragraph: "Are you fully satisfied that they are all as they should be?" asked the Persian. xyxy=(838,1352,960,1380)
story-paragraph: I am shocked and muttered, "I gasped and made the move for him and gazed in blank astonishment upon the little board. xyxy=(838,1508,960,1546)
ad-text: WANTED KNOWN—Thompson's not dead, but dyeing at the Newton Dyeing and Cleaning Establishment, Karangahape Road, near Howe-street, Auckland.—Gentlemen's clothes cleaned, renewed, or dyed and well pressed. Ladies' dresses cleaned, renewed, or dyed and well finished.—Clothes cleaned and dyed at reasonable rates.—J. W. Thompson, proprietor. xyxy=(20,769,138,872)
side-label-right: THE PRACTICAL MAKER xyxy=(129,993,138,1074)
ad-name: JOHN DOUGLAS, xyxy=(286,299,410,311)
feature-item: Few Working Parts. xyxy=(289,1297,335,1316)
ad-samuel xyxy=(150,838,274,954)
ad-text: JAMES SLATOR, Architect, Engineer Draughtsman, Illuminator, &c., Illuminator of Birthday Address to Sir George Grey. Glencoe Buildings, Queen-street, Auckland (over Upton and Co.'s, Stationers.—Drawings, Specifications, and every information supplied to persons applying for Patent's in any part of the world. Screw Jacks on hire. xyxy=(20,1260,138,1354)
ad-text: ANYONE having Commissions requiring care, attention, time, despatch or secrecy, in Auckland or surrounding districts should place them in the hands of E. A. FARRINGTON AND E. G. MACNICOL, Commission House, Land, Estate, and Advertising Agents. xyxy=(422,890,546,956)
story-paragraph: My own room was as secluded as possible. It was a storey above the ground, with a single window opening upon an extensive garden behind the house. A single door opened upon the inner corridor, and, as a precaution, while I was in the room I always kept the door securely bolted. The room was a luxury of Oriental magnificence, but business made such constant demands upon my time that I poorly appreciated its temptations to ease. xyxy=(558,417,686,530)
ad-sub: Solicitor, Cambridge. xyxy=(20,193,138,202)
story-paragraph: One night there remains so vividly upon my mind as though it were but four and twenty hours ago. The moon shone as it shines only in India. It lit the tropical world in its wondrous glory. I looked out over the garden from my window. It was a night for romance, and I was not romantic. xyxy=(558,532,686,607)
column-head: Notices. xyxy=(150,166,274,175)
ad-jones xyxy=(150,179,274,293)
story-paragraph: Just under the window was an open space of about three hundred feet with the proverbial bathing pool in the centre. It was so light that I could even see the night moths fluttering about the fountain. Farther away, in the outskirts of the grove, the fireflies were darting, and the night was so still that I could not only hear the dropping of the water near the grove, and the rustle of the plantain leaves, but the musical groans of some baked hornet as they pulled for the shore from some fishing boat down the harbour. xyxy=(558,609,686,731)
ad-text: The first and only Prize for Oil, Gas, and Hot-air Motors, awarded by the Royal Agricultural Society of England, Nottingham, 1888; Windsor, 1889; Plymouth, 1890. xyxy=(286,1379,410,1426)
ad-text: BEING the latest buyer of the late J. F. Saunder's stock, I will sell at greatly reduced prices to clear.—Harry Swales, Tailor, Victoria-street West, Auckland. Forms for measuring on application. Country orders promptly attended to. xyxy=(20,1579,138,1645)
story-paragraph: With a sigh, he left off his examination, and, speaking in faultless English, said: xyxy=(698,1443,826,1471)
ad-text: SPECIAL MENTION. J. Brown, Campbell & Co. G. G. Nicholls. S. L. Lees. R. K. Montgomerie & Co. S. Kyneton Brewery. xyxy=(20,548,138,586)
story-paragraph: I was in Bombay, engaged upon a secret Government commission, and was being entertained by a wealthy native, occupying a two-storey bungalow in the most aristocratic quarter of Malabar Hill. He was entirely ignorant, however, concerning my mission, as my only hope of success lay in absolute secrecy. xyxy=(558,340,686,415)
ad-adler xyxy=(286,1494,410,1575)
story-paragraph: "I have not lost!" I cried, and proceeded to demonstrate the impossibility of my bishop being on black. xyxy=(838,1095,960,1133)
ad-orchardists xyxy=(422,784,546,884)
ad-title: COUPONS! xyxy=(150,387,274,405)
ad-text: RENT AND DEBT COLLECTOR, CAMBRIDGE WEST. Several Small Farms for Sale. xyxy=(20,1670,138,1698)
story-paragraph: The swing lamp moved slowly in the breeze, but the room was empty. Of course I was alone. Yet I knew very well that I was not alone. xyxy=(698,377,826,415)
ad-sig: JOHN DOUGLAS, LAND AND ESTATE AGENT, Nos. 3 and 4, Government Life Insurance Buildings, Queen-street. Houses to Let. Rents Collected. xyxy=(286,1141,410,1188)
ad-big: KAHIKATEA & RIMU, xyxy=(150,737,274,749)
ad-sig: BROWN, CAMPBELL & CO., PROPRIETORS. xyxy=(20,719,138,755)
ad-name: RUKUHIA TIMBER MILLS. xyxy=(150,662,274,686)
ad-big: G. F. MELLARS xyxy=(422,1497,546,1509)
story-paragraph: I took refuge in bravado and sullenly replied: "Name your own and I will double them against you." xyxy=(838,801,960,829)
story-paragraph: Had the breeze suddenly grown cooler? Something like a shiver ran down my back. My hands were icy cold. A moment before I was drowsily thinking of the shortest possible way of placing myself upon that tempting couch. Now I was suddenly restless and undeniably nervous. I felt a cigarette to quiet myself, but stood with my face intently toward the window. For some unaccountable reason I did not dare to turn about. Suddenly I was certain that I was not alone. Some one was in the room behind me. xyxy=(698,166,826,298)
ad-corr: Correspondence Solicited. xyxy=(422,1461,546,1470)
story-paragraph: I was on the point of going to the door and waking my servant that he might come in and keep me company. Nothing but shame prevented me. I drew a light divan and a carved ivory table into the centre of the room, lit a taper held in the mouth of a grim bronze dragon, the only object upon the table, and, throwing myself upon the divan, took up the evening paper. xyxy=(698,656,826,750)
property-listing: BIRKENHEAD—11½ acres of Land, all in cultivation; well-fenced and subdivided; good House of 9 rooms; close to Wharf. Price only £550. xyxy=(286,991,410,1029)
ad-butcher xyxy=(20,1472,138,1572)
ad-text: The Jury state in their Report:—"It is very satisfactory to be able to note in this connection that there was a considerable consensus of opinion as to the merits of the exhibits, often amounting to unanimity, and this even when the members were blinded, which was frequently done. Many of the ales of all kinds were very fine, and those which were 'off' were such as were very unlikely to have taken a place in any case; in fact, the survival of the fittest has been effected by natural selection." xyxy=(20,585,138,717)
